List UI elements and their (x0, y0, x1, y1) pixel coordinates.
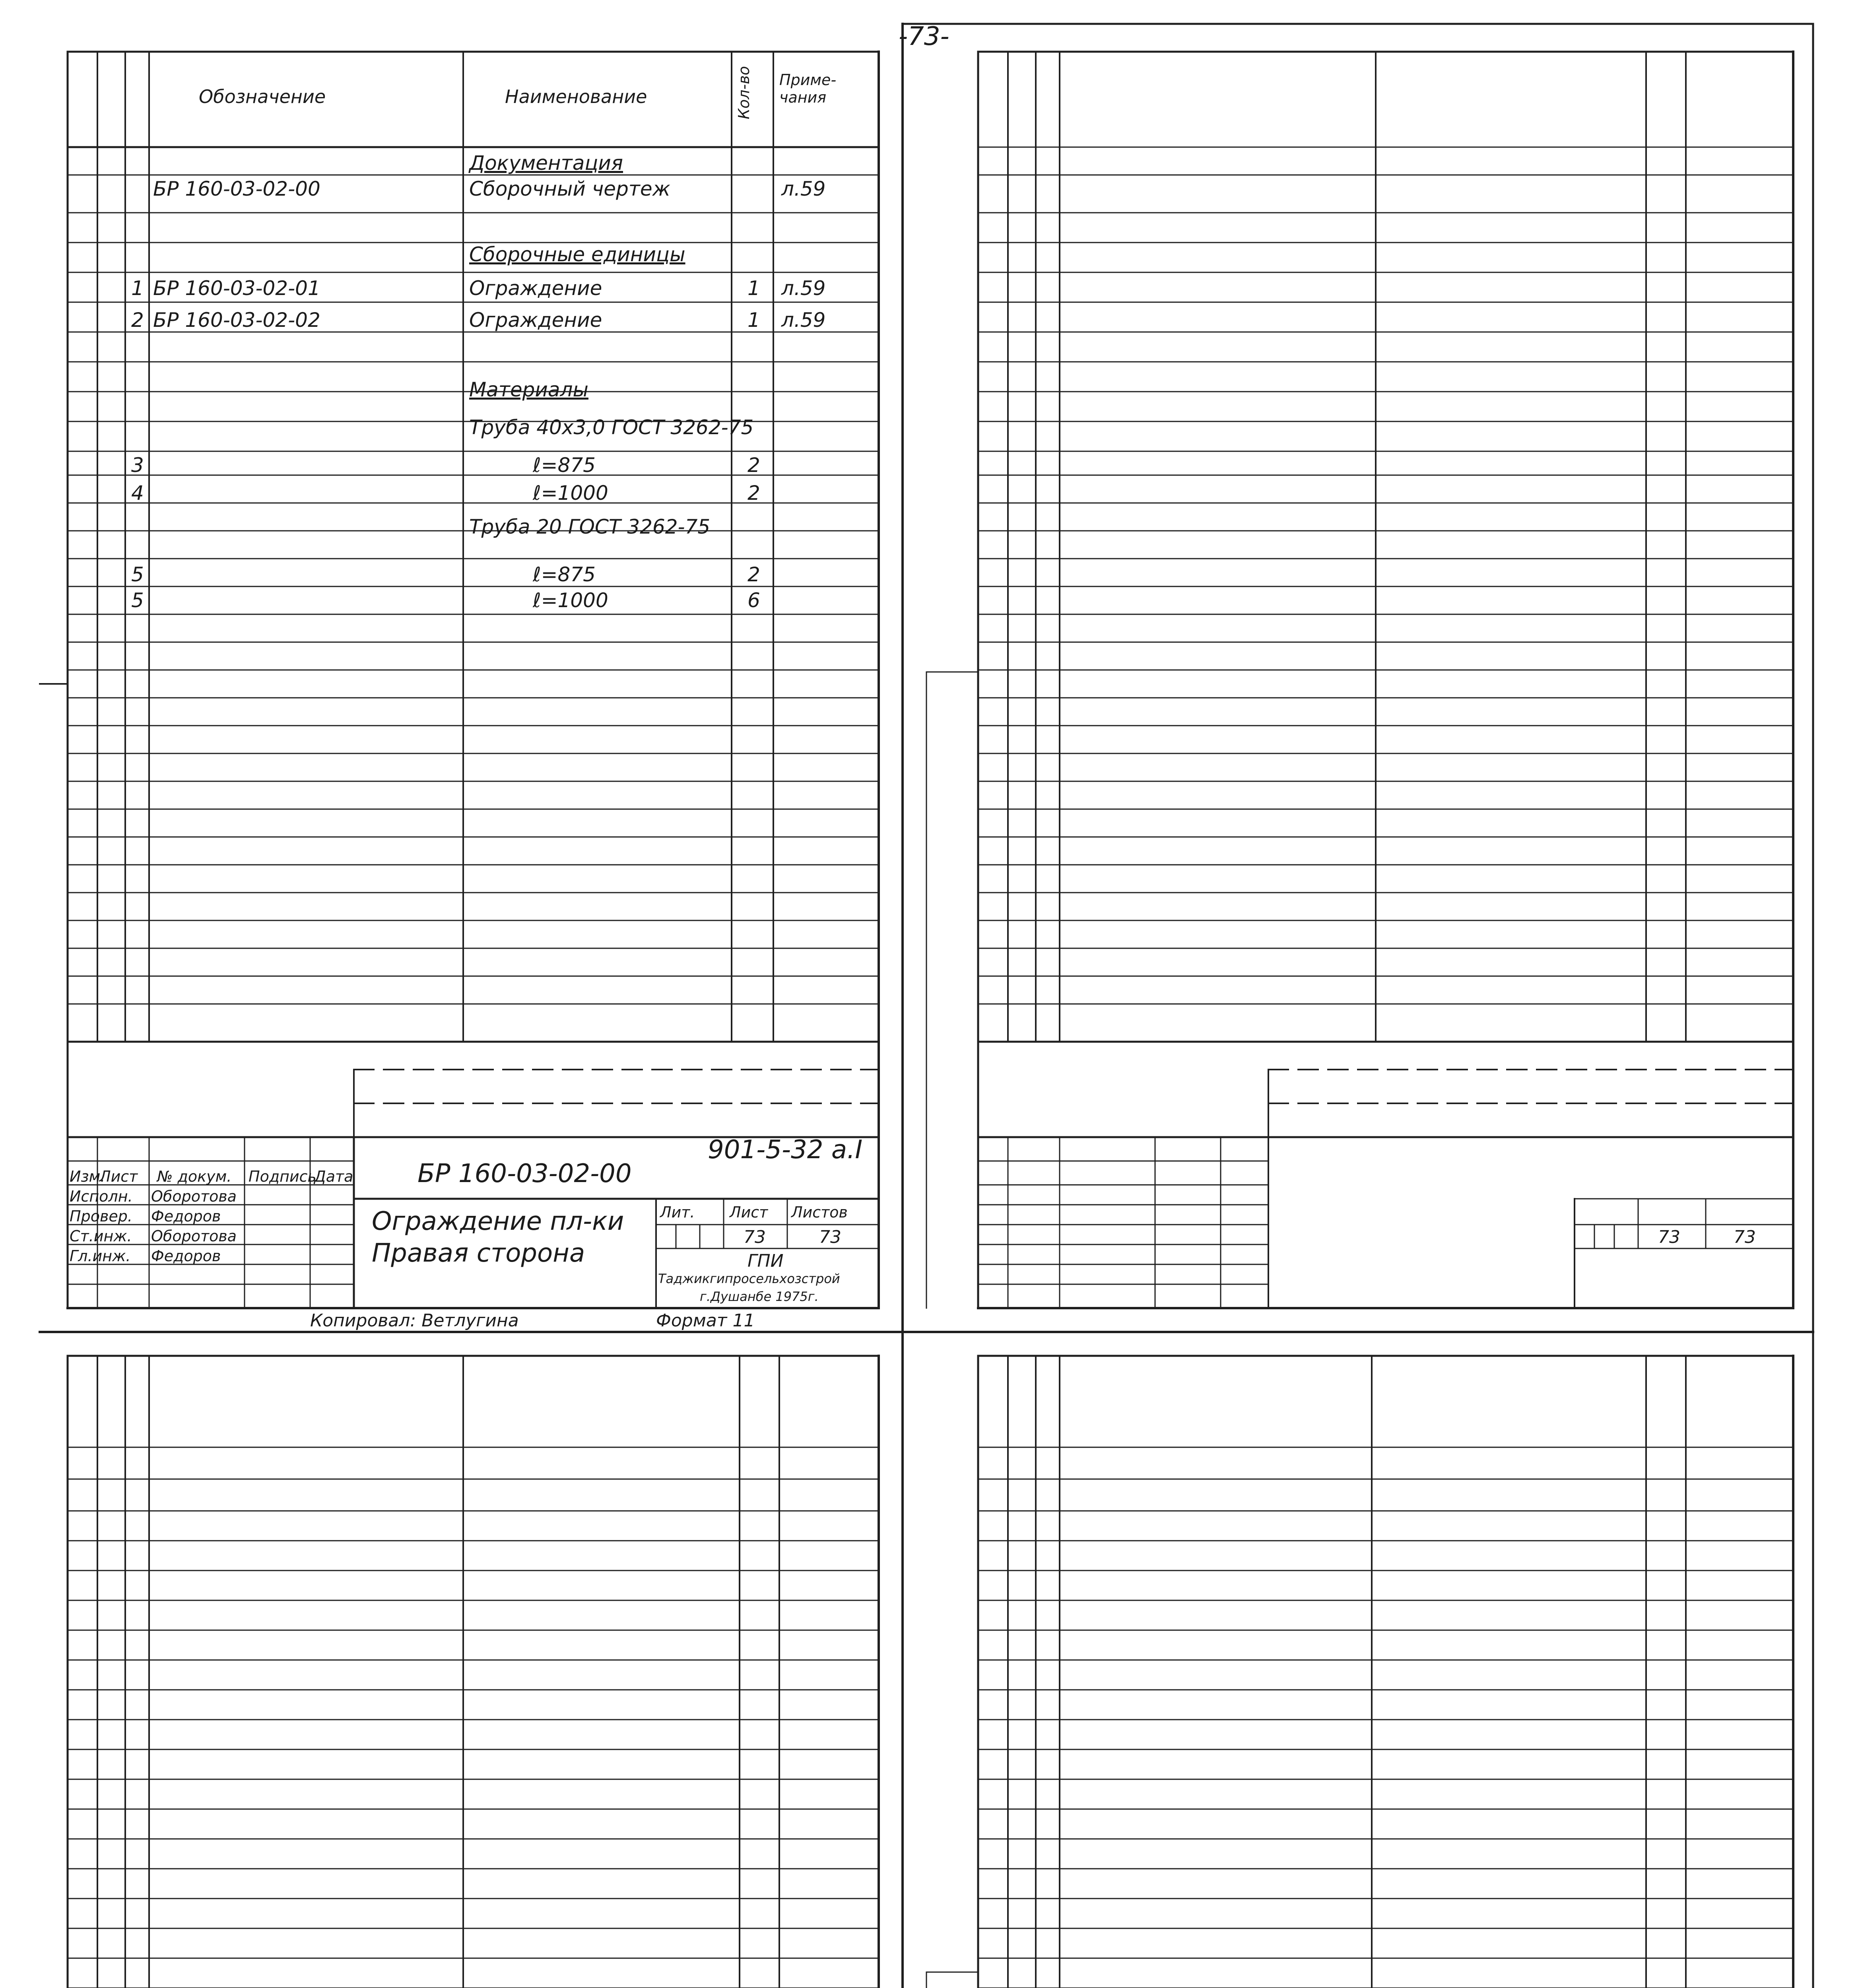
col-list: Лист (99, 1168, 138, 1185)
col-ndoc: № докум. (157, 1168, 232, 1185)
spec-pos: 1 (131, 277, 144, 300)
spec-sheet-top-left (68, 52, 879, 1308)
spec-qty: 2 (747, 454, 760, 477)
blank-sheet-bottom-left (68, 1356, 879, 1988)
role-3-name: Оборотова (151, 1227, 237, 1245)
blank-sheet-bottom-right (926, 1356, 1793, 1988)
spec-name: ℓ=875 (533, 454, 596, 477)
footer-format: Формат 11 (656, 1310, 755, 1331)
spec-designation: БР 160-03-02-00 (153, 177, 320, 200)
spec-name: ℓ=1000 (533, 589, 608, 612)
footer-copied: Копировал: Ветлугина (310, 1310, 519, 1331)
col-sign: Подпись (249, 1168, 316, 1185)
spec-designation: БР 160-03-02-02 (153, 309, 320, 332)
tr-sheet-number: 73 (1658, 1227, 1680, 1247)
spec-qty: 2 (747, 563, 760, 586)
spec-name: ℓ=1000 (533, 481, 608, 505)
spec-name: Сборочный чертеж (469, 177, 670, 200)
sheets-value: 73 (819, 1227, 841, 1247)
role-1-name: Оборотова (151, 1188, 237, 1205)
spec-pos: 5 (131, 589, 144, 612)
spec-qty: 1 (747, 309, 760, 332)
col-date: Дата (314, 1168, 353, 1185)
tr-sheets-number: 73 (1734, 1227, 1756, 1247)
spec-designation: БР 160-03-02-01 (153, 277, 320, 300)
spec-name: Сборочные единицы (469, 243, 685, 266)
spec-name: Труба 20 ГОСТ 3262-75 (469, 515, 711, 538)
org-city: г.Душанбе 1975г. (700, 1289, 819, 1304)
spec-pos: 2 (131, 309, 144, 332)
spec-name: ℓ=875 (533, 563, 596, 586)
role-3: Ст.инж. (70, 1227, 132, 1245)
header-name: Наименование (505, 86, 647, 107)
org-full: Таджикгипросельхозстрой (658, 1271, 840, 1286)
title-line-1: Ограждение пл-ки (372, 1207, 624, 1236)
header-qty: Кол-во (735, 66, 753, 119)
org: ГПИ (747, 1251, 784, 1271)
spec-note: л.59 (781, 177, 826, 200)
header-designation: Обозначение (199, 86, 326, 107)
spec-pos: 3 (131, 454, 144, 477)
sheet-value: 73 (744, 1227, 766, 1247)
role-2: Провер. (70, 1208, 132, 1225)
sheet-label: Лист (730, 1204, 768, 1221)
spec-qty: 6 (747, 589, 760, 612)
spec-name: Документация (469, 151, 623, 175)
doc-code: БР 160-03-02-00 (417, 1159, 632, 1188)
header-note: Приме- чания (779, 71, 837, 106)
role-4: Гл.инж. (70, 1247, 131, 1265)
spec-name: Ограждение (469, 309, 602, 332)
col-izm: Изм. (70, 1168, 105, 1185)
spec-note: л.59 (781, 277, 826, 300)
role-4-name: Федоров (151, 1247, 221, 1265)
spec-pos: 4 (131, 481, 144, 505)
spec-note: л.59 (781, 309, 826, 332)
blank-sheet-top-right (926, 52, 1793, 1308)
spec-qty: 1 (747, 277, 760, 300)
spec-name: Ограждение (469, 277, 602, 300)
spec-qty: 2 (747, 481, 760, 505)
title-line-2: Правая сторона (372, 1239, 585, 1268)
page-number: -73- (899, 22, 949, 51)
spec-name: Труба 40х3,0 ГОСТ 3262-75 (469, 416, 754, 439)
role-1: Исполн. (70, 1188, 133, 1205)
sheets-label: Листов (791, 1204, 848, 1221)
lit-label: Лит. (660, 1204, 695, 1221)
project-code: 901-5-32 а.I (708, 1135, 863, 1165)
role-2-name: Федоров (151, 1208, 221, 1225)
spec-name: Материалы (469, 378, 588, 401)
spec-pos: 5 (131, 563, 144, 586)
